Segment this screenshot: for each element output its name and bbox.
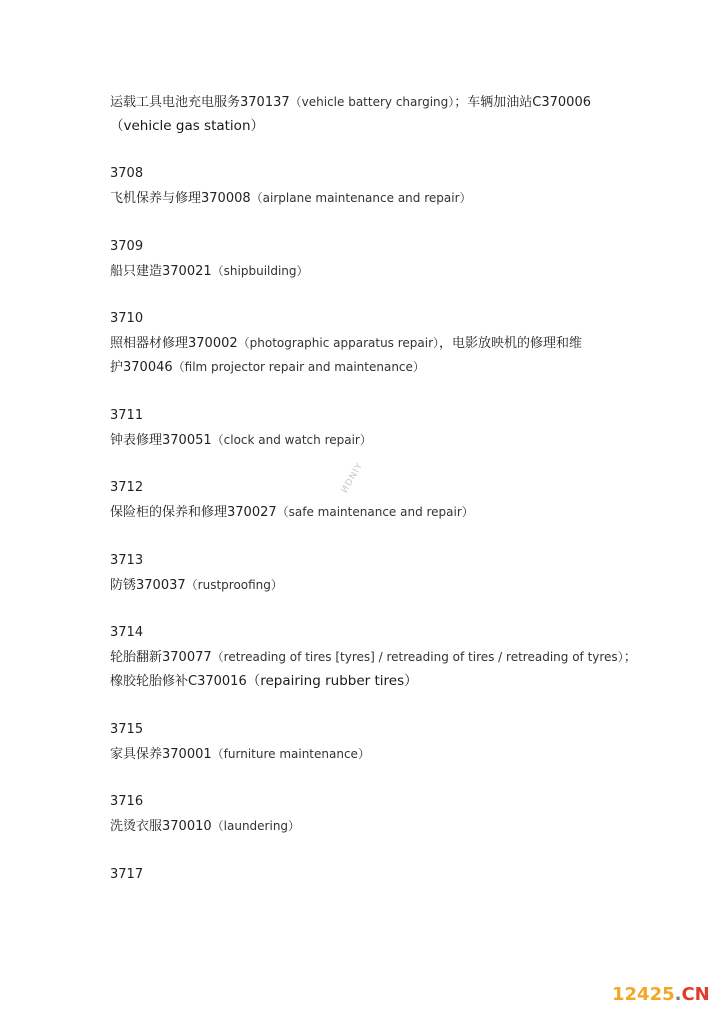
text-line-3708 [110,188,670,209]
service-code: C370016 [188,674,247,689]
logo-number: 12425 [612,984,675,1005]
service-code: 370137 [240,95,290,110]
class-number-3708: 3708 [110,166,144,181]
service-english-2: （vehicle gas station） [110,118,264,134]
service-english: （safe maintenance and repair） [276,505,474,519]
text-line-3707-a [110,92,670,113]
logo-tld: CN [681,984,710,1005]
service-code: 370002 [188,336,238,351]
service-name: 防锈 [110,578,137,593]
service-name-2: ，电影放映机的修理和维 [439,336,583,351]
separator: ； [623,650,637,665]
service-english: （photographic apparatus repair） [237,336,440,350]
service-name: 家具保养 [110,747,163,762]
service-name: 飞机保养与修理 [110,191,202,206]
service-code: 370046 [123,360,173,375]
service-english: （furniture maintenance） [211,747,370,761]
class-number-3713: 3713 [110,553,144,568]
text-line-3707-b [110,116,670,137]
class-number-3714: 3714 [110,625,144,640]
service-code: 370051 [162,433,212,448]
service-english: （film projector repair and maintenance） [172,360,425,374]
service-english: （rustproofing） [185,578,283,592]
class-number-3717: 3717 [110,867,144,882]
service-name: 橡胶轮胎修补 [110,674,189,689]
class-number-3710: 3710 [110,311,144,326]
text-line-3710-a [110,333,670,354]
text-line-3713 [110,575,670,596]
service-english: （laundering） [211,819,301,833]
service-name: 运载工具电池充电服务 [110,95,241,110]
text-line-3711 [110,430,670,451]
service-code: 370077 [162,650,212,665]
service-name: 护 [110,360,124,375]
service-name-2: ；车辆加油站 [454,95,533,110]
site-logo[interactable] [612,983,712,1007]
class-number-3712: 3712 [110,480,144,495]
text-line-3710-b [110,357,670,378]
text-line-3712 [110,502,670,523]
service-english: （retreading of tires [tyres] / retreading of tires / retreading of tyres） [211,650,624,664]
service-english: （clock and watch repair） [211,433,372,447]
service-code-2: C370006 [532,95,591,110]
class-number-3709: 3709 [110,239,144,254]
service-english: （airplane maintenance and repair） [250,191,472,205]
class-number-3711: 3711 [110,408,144,423]
service-code: 370001 [162,747,212,762]
text-line-3709 [110,261,670,282]
service-english: （vehicle battery charging） [289,95,455,109]
class-number-3716: 3716 [110,794,144,809]
service-name: 洗烫衣服 [110,819,163,834]
service-name: 船只建造 [110,264,163,279]
service-english: （repairing rubber tires） [246,673,418,689]
class-number-3715: 3715 [110,722,144,737]
service-code: 370010 [162,819,212,834]
logo-dot: . [674,984,682,1005]
text-line-3714-a [110,647,670,668]
service-code: 370037 [136,578,186,593]
text-line-3714-b [110,671,670,692]
service-code: 370027 [227,505,277,520]
service-english: （shipbuilding） [211,264,309,278]
service-code: 370021 [162,264,212,279]
text-line-3716 [110,816,670,837]
service-name: 照相器材修理 [110,336,189,351]
watermark: ИDNIY [340,460,366,495]
service-name: 钟表修理 [110,433,163,448]
service-code: 370008 [201,191,251,206]
service-name: 轮胎翻新 [110,650,163,665]
service-name: 保险柜的保养和修理 [110,505,228,520]
text-line-3715 [110,744,670,765]
